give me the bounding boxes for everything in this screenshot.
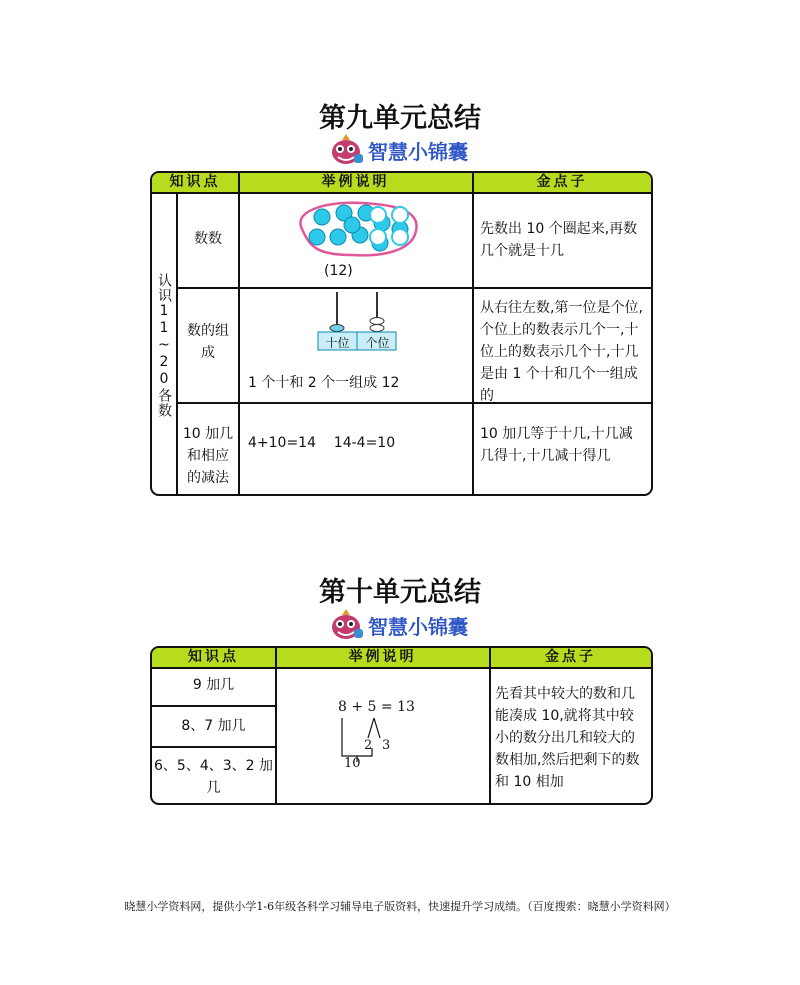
example-ten: 10 bbox=[344, 756, 361, 771]
unit9-row1-tip: 先数出 10 个圈起来,再数几个就是十几 bbox=[480, 221, 638, 259]
unit9-row1-topic: 数数 bbox=[194, 231, 222, 247]
unit10-topic-8-7: 8、7 加几 bbox=[181, 718, 246, 734]
unit10-header-knowledge: 知识点 bbox=[188, 649, 239, 665]
example-split-3: 3 bbox=[382, 738, 391, 753]
footer-note: 晓慧小学资料网，提供小学1-6年级各科学习辅导电子版资料，快速提升学习成绩。（百度搜索：晓慧小学资料网） bbox=[124, 900, 676, 913]
example-equation: 8 + 5 = 13 bbox=[338, 699, 415, 715]
unit9-row3-caption: 4+10=14 14-4=10 bbox=[248, 435, 396, 451]
unit10-table bbox=[150, 646, 653, 805]
unit9-row2-tip: 从右往左数,第一位是个位,个位上的数表示几个一,十位上的数表示几个十,十几是由 1 个十和几个一组成的 bbox=[480, 300, 643, 404]
unit9-row3-tip: 10 加几等于十几,十几减几得十,十几减十得几 bbox=[480, 426, 633, 464]
unit10-tip: 先看其中较大的数和几能凑成 10,就将其中较小的数分出几和较大的数相加,然后把剩下的数和 10 相加 bbox=[495, 686, 640, 790]
unit10-header-example: 举例说明 bbox=[348, 649, 417, 665]
unit9-row2-caption: 1 个十和 2 个一组成 12 bbox=[248, 375, 400, 391]
unit10-topic-6-2: 6、5、4、3、2 加几 bbox=[154, 758, 273, 796]
unit9-header-knowledge: 知识点 bbox=[169, 174, 221, 190]
pouch-mascot-icon bbox=[326, 607, 366, 641]
unit9-header-tip: 金点子 bbox=[536, 174, 588, 190]
unit9-row1-caption: (12) bbox=[324, 263, 353, 279]
unit9-badge-text: 智慧小锦囊 bbox=[368, 140, 468, 164]
unit9-row2-topic: 数的组成 bbox=[187, 323, 229, 361]
outside-balls-illustration bbox=[364, 201, 434, 251]
unit9-group-label: 认识11~20各数 bbox=[156, 273, 172, 418]
unit10-badge-text: 智慧小锦囊 bbox=[368, 615, 468, 639]
abacus-label-tens: 十位 bbox=[325, 336, 350, 350]
pouch-mascot-icon bbox=[326, 132, 366, 166]
abacus-label-ones: 个位 bbox=[365, 336, 390, 350]
unit10-header-tip: 金点子 bbox=[545, 649, 596, 665]
unit9-row3-topic: 10 加几和相应的减法 bbox=[182, 426, 234, 486]
unit10-badge bbox=[326, 607, 486, 641]
unit10-topic-9: 9 加几 bbox=[192, 677, 235, 693]
unit9-table bbox=[150, 171, 653, 496]
unit9-title: 第九单元总结 bbox=[319, 103, 481, 134]
unit9-header-example: 举例说明 bbox=[321, 174, 390, 190]
unit9-badge bbox=[326, 132, 486, 166]
example-split-2: 2 bbox=[364, 738, 373, 753]
unit10-title: 第十单元总结 bbox=[319, 577, 481, 608]
